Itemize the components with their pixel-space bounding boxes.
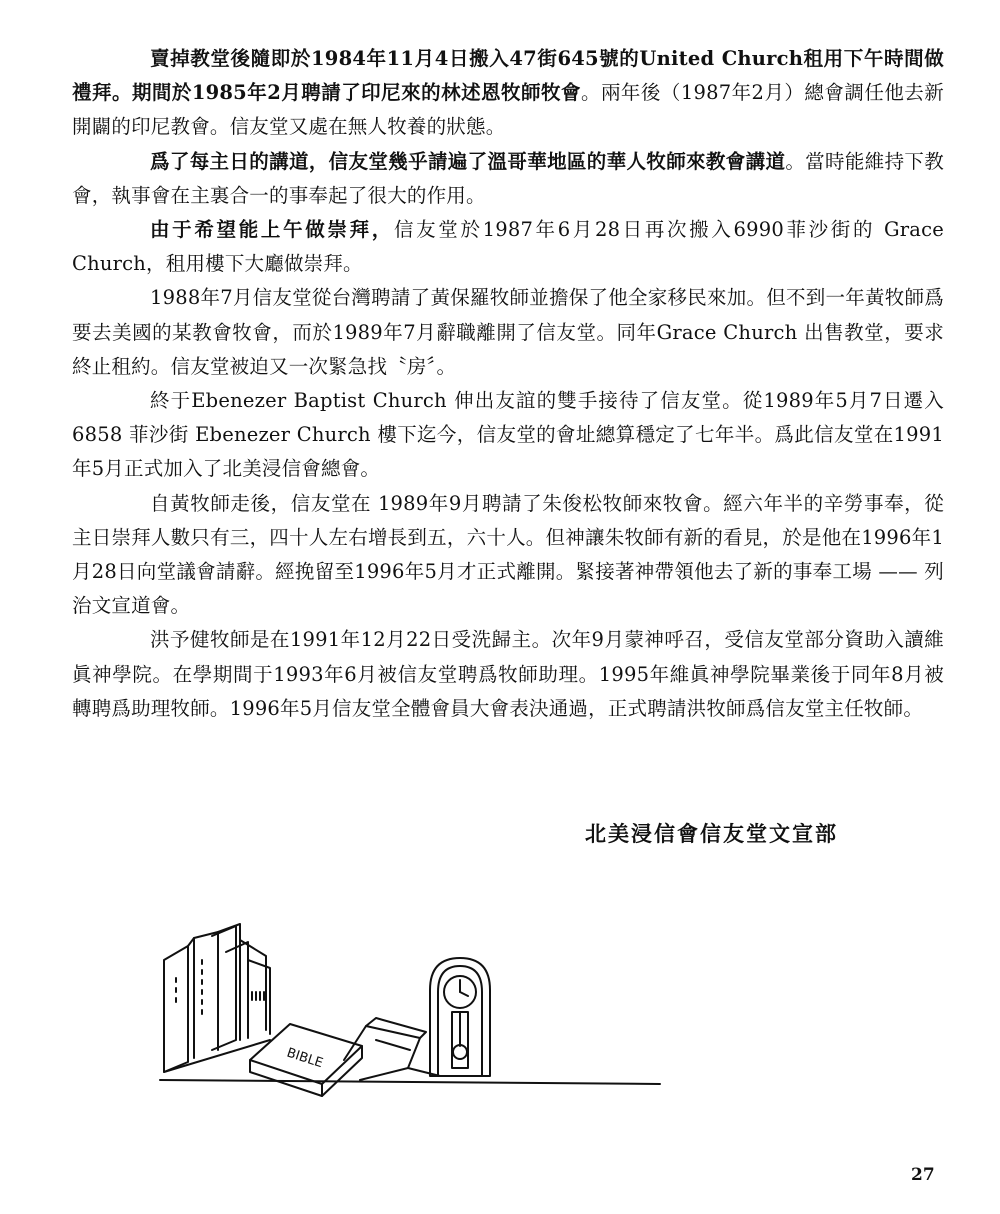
paragraph-sunday-preaching — [72, 145, 944, 213]
paragraph-text: 自黃牧師走後，信友堂在 1989年9月聘請了朱俊松牧師來牧會。經六年半的辛勞事奉，從主日崇拜人數只有三，四十人左右增長到五，六十人。但神讓朱牧師有新的看見，於是他在1996年1月28日向堂議會請辭。經挽留至1996年5月才正式離開。緊接著神帶領他去了新的事奉工場 —— 列治文宣道會。 — [72, 491, 944, 618]
article-body — [72, 42, 944, 726]
bible-label: BIBLE — [284, 1045, 325, 1072]
books-and-clock-illustration — [140, 900, 680, 1100]
paragraph-text: 終于Ebenezer Baptist Church 伸出友誼的雙手接待了信友堂。從1989年5月7日遷入6858 菲沙街 Ebenezer Church 樓下迄今，信友堂的會址總算穩定了七年半。爲此信友堂在1991年5月正式加入了北美浸信會總會。 — [72, 389, 944, 481]
mantel-clock-icon — [430, 958, 490, 1076]
paragraph-united-church — [72, 42, 944, 145]
paragraph-pastor-huang — [72, 281, 944, 384]
paragraph-text: 。兩年後（1987年2月）總會調任他去新開闢的印尼教會。信友堂又處在無人牧養的狀態。 — [72, 81, 944, 139]
paragraph-bold-lead: 爲了每主日的講道，信友堂幾乎請遍了溫哥華地區的華人牧師來教會講道 — [150, 149, 786, 173]
paragraph-text: 1988年7月信友堂從台灣聘請了黃保羅牧師並擔保了他全家移民來加。但不到一年黃牧師爲要去美國的某教會牧會，而於1989年7月辭職離開了信友堂。同年Grace Church 出售教堂，要求終止租約。信友堂被迫又一次緊急找〝房〞。 — [72, 286, 944, 378]
paragraph-pastor-zhu — [72, 487, 944, 624]
standing-books-icon — [164, 924, 270, 1072]
bible-book-icon — [250, 1024, 362, 1096]
paragraph-pastor-hong — [72, 623, 944, 726]
signature: 北美浸信會信友堂文宣部 — [585, 821, 838, 846]
paragraph-text: 。當時能維持下教會，執事會在主裏合一的事奉起了很大的作用。 — [72, 149, 944, 207]
paragraph-grace-church — [72, 213, 944, 281]
paragraph-text: 洪予健牧師是在1991年12月22日受洗歸主。次年9月蒙神呼召，受信友堂部分資助入讀維眞神學院。在學期間于1993年6月被信友堂聘爲牧師助理。1995年維眞神學院畢業後于同年8月被轉聘爲助理牧師。1996年5月信友堂全體會員大會表決通過，正式聘請洪牧師爲信友堂主任牧師。 — [72, 628, 944, 720]
paragraph-bold-lead: 由于希望能上午做崇拜， — [150, 218, 394, 242]
paragraph-bold-lead: 賣掉教堂後隨即於1984年11月4日搬入47街645號的United Church租用下午時間做禮拜。期間於1985年2月聘請了印尼來的林述恩牧師牧會 — [72, 47, 944, 105]
shelf-line — [160, 1080, 660, 1084]
page-number: 27 — [911, 1165, 935, 1185]
paragraph-text: 信友堂於1987年6月28日再次搬入6990菲沙街的 Grace Church，租用樓下大廳做崇拜。 — [72, 218, 944, 276]
paragraph-ebenezer-church — [72, 384, 944, 487]
